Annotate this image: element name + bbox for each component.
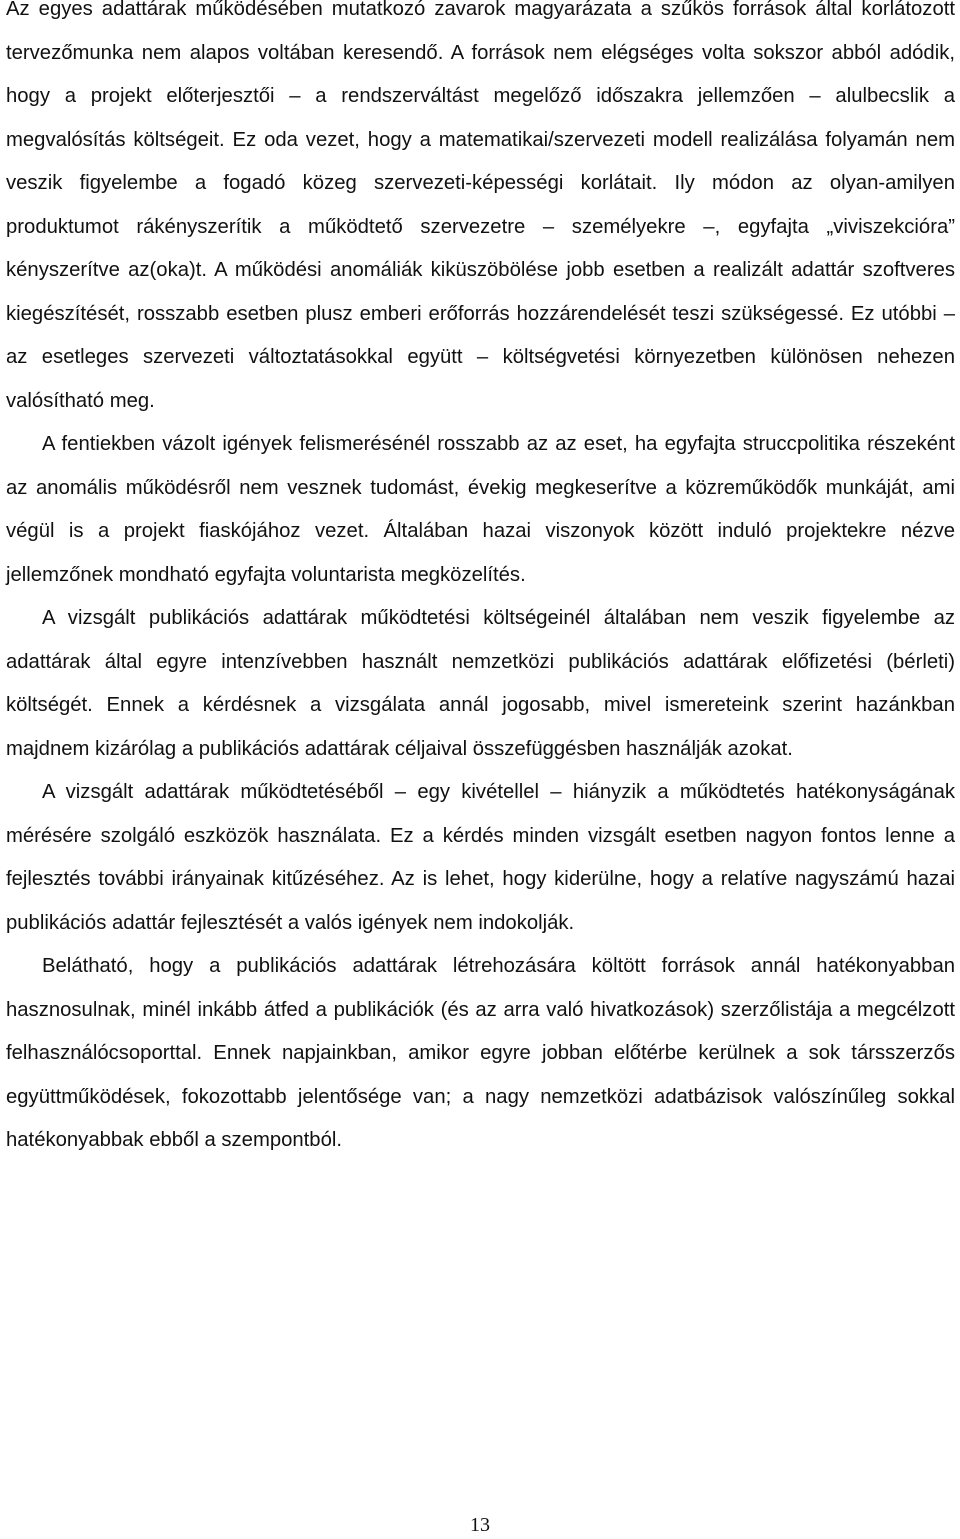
paragraph-5: Belátható, hogy a publikációs adattárak létrehozására költött források annál hatékonyabban hasznosulnak, minél inkább átfed a publikációk (és az arra való hivatkozások) szerzőlistája a megcélzott felhasználócsoporttal. Ennek napjainkban, amikor egyre jobban előtérbe kerülnek a sok társszerzős együttműködések, fokozottabb jelentősége van; a nagy nemzetközi adatbázisok valószínűleg sokkal hatékonyabbak ebből a szempontból.	[6, 955, 955, 1151]
document-page	[6, 0, 955, 1163]
page-number: 13	[470, 1514, 490, 1536]
paragraph-2: A fentiekben vázolt igények felismerésénél rosszabb az az eset, ha egyfajta struccpolitika részeként az anomális működésről nem vesznek tudomást, évekig megkeserítve a közreműködők munkáját, ami végül is a projekt fiaskójához vezet. Általában hazai viszonyok között induló projektekre nézve jellemzőnek mondható egyfajta voluntarista megközelítés.	[6, 433, 955, 586]
paragraph-4: A vizsgált adattárak működtetéséből – egy kivétellel – hiányzik a működtetés hatékonyságának mérésére szolgáló eszközök használata. Ez a kérdés minden vizsgált esetben nagyon fontos lenne a fejlesztés további irányainak kitűzéséhez. Az is lehet, hogy kiderülne, hogy a relatíve nagyszámú hazai publikációs adattár fejlesztését a valós igények nem indokolják.	[6, 781, 955, 934]
paragraph-1: Az egyes adattárak működésében mutatkozó zavarok magyarázata a szűkös források által korlátozott tervezőmunka nem alapos voltában keresendő. A források nem elégséges volta sokszor abból adódik, hogy a projekt előterjesztői – a rendszerváltást megelőző időszakra jellemzően – alulbecslik a megvalósítás költségeit. Ez oda vezet, hogy a matematikai/szervezeti modell realizálása folyamán nem veszik figyelembe a fogadó közeg szervezeti-képességi korlátait. Ily módon az olyan-amilyen produktumot rákényszerítik a működtető szervezetre – személyekre –, egyfajta „viviszekcióra” kényszerítve az(oka)t. A működési anomáliák kiküszöbölése jobb esetben a realizált adattár szoftveres kiegészítését, rosszabb esetben plusz emberi erőforrás hozzárendelését teszi szükségessé. Ez utóbbi – az esetleges szervezeti változtatásokkal együtt – költségvetési környezetben különösen nehezen valósítható meg.	[6, 0, 955, 412]
paragraph-3: A vizsgált publikációs adattárak működtetési költségeinél általában nem veszik figyelembe az adattárak által egyre intenzívebben használt nemzetközi publikációs adattárak előfizetési (bérleti) költségét. Ennek a kérdésnek a vizsgálata annál jogosabb, mivel ismereteink szerint hazánkban majdnem kizárólag a publikációs adattárak céljaival összefüggésben használják azokat.	[6, 607, 955, 760]
